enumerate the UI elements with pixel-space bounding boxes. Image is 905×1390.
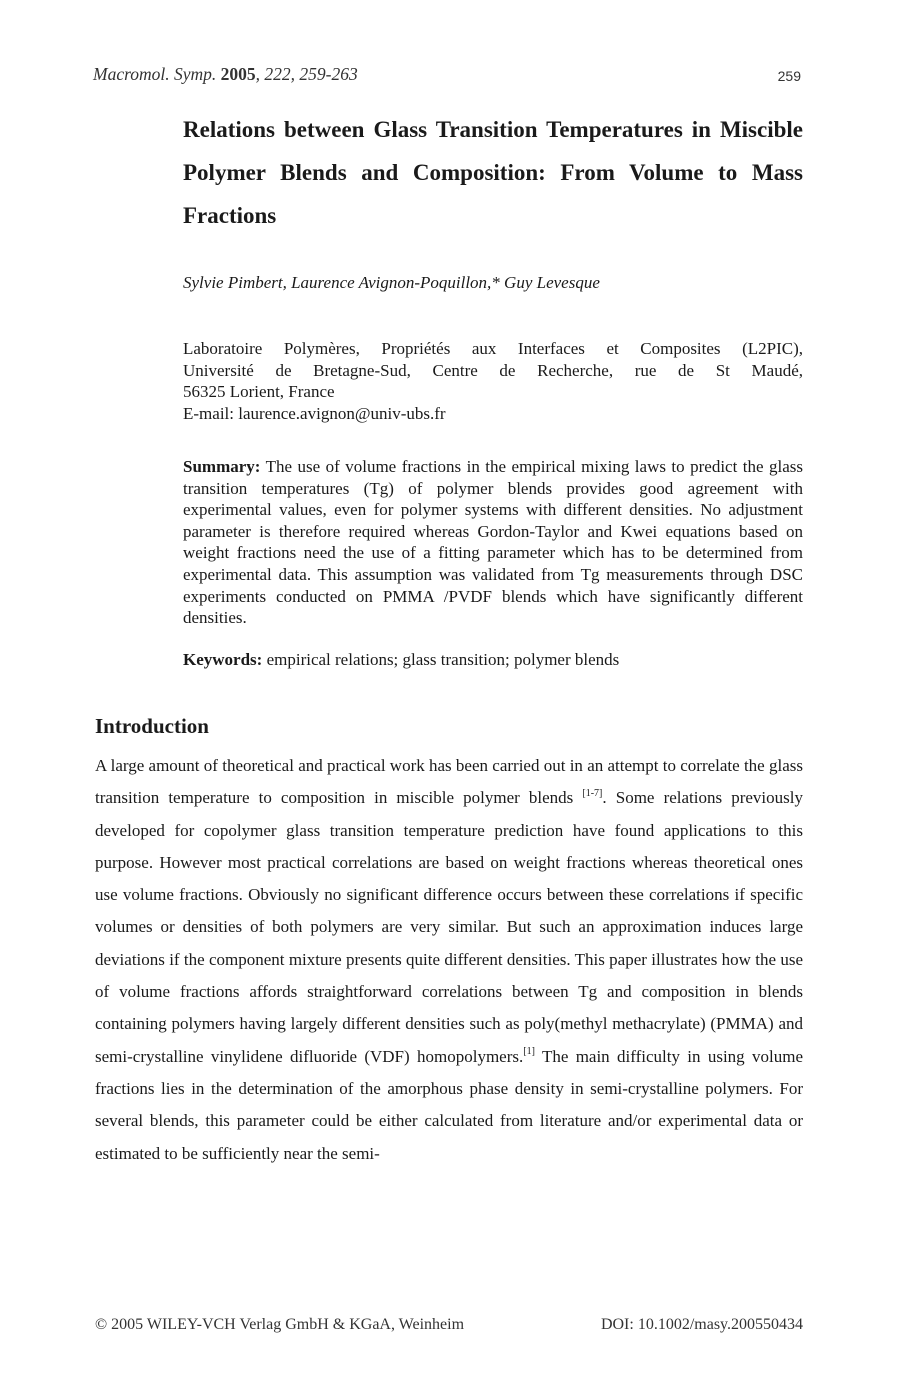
footer-doi: DOI: 10.1002/masy.200550434 [600,1316,803,1333]
keywords-label: Keywords: [183,650,263,669]
keywords-text: empirical relations; glass transition; polymer blends [266,650,620,669]
intro-text-part1: A large amount of theoretical and practical work has been carried out in an attempt to correlate the glass transition temperature to composition in miscible polymer blends [95,756,803,808]
summary-paragraph [183,456,803,629]
affiliation-email: E-mail: laurence.avignon@univ-ubs.fr [183,403,446,423]
author-list: Sylvie Pimbert, Laurence Avignon-Poquillon,* Guy Levesque [183,273,600,292]
journal-name: Macromol. Symp. [93,64,217,84]
citation-ref: [1-7] [582,787,603,799]
keywords-paragraph [183,650,803,670]
citation-ref: [1] [523,1046,535,1058]
section-heading-introduction: Introduction [95,714,209,738]
affiliation-address: 56325 Lorient, France [183,382,335,401]
journal-volume: 222 [264,64,291,84]
journal-pages: , 259-263 [290,64,358,84]
summary-label: Summary: [183,457,261,476]
affiliation-line: Laboratoire Polymères, Propriétés aux Interfaces et Composites (L2PIC), [183,339,803,358]
introduction-paragraph [95,750,803,1170]
paper-title: Relations between Glass Transition Temperatures in Miscible Polymer Blends and Composition: From Volume to Mass Fractions [183,117,803,228]
intro-text-part3: The main difficulty in using volume fractions lies in the determination of the amorphous phase density in semi-crystalline polymers. For several blends, this parameter could be either calculated from literature and/or experimental data or estimated to be sufficiently near the semi- [95,1046,803,1163]
footer-copyright: © 2005 WILEY-VCH Verlag GmbH & KGaA, Weinheim [95,1316,465,1333]
intro-text-part2: . Some relations previously developed for copolymer glass transition temperature prediction have found applications to this purpose. However most practical correlations are based on weight fractions whereas theoretical ones use volume fractions. Obviously no significant difference occurs between these correlations if specific volumes or densities of both polymers are very similar. But such an approximation induces large deviations if the component mixture presents quite different densities. This paper illustrates how the use of volume fractions affords straightforward correlations between Tg and composition in blends containing polymers having largely different densities such as poly(methyl methacrylate) (PMMA) and semi-crystalline vinylidene difluoride (VDF) homopolymers. [95,788,803,1066]
running-head: Macromol. Symp. 2005, 222, 259-263 [93,64,358,84]
affiliation-line: Université de Bretagne-Sud, Centre de Recherche, rue de St Maudé, [183,360,803,380]
journal-year: 2005 [220,64,256,84]
summary-text: The use of volume fractions in the empirical mixing laws to predict the glass transition temperatures (Tg) of polymer blends provides good agreement with experimental values, even for polymer systems with different densities. No adjustment parameter is therefore required whereas Gordon-Taylor and Kwei equations based on weight fractions need the use of a fitting parameter which has to be determined from experimental data. This assumption was validated from Tg measurements through DSC experiments conducted on PMMA /PVDF blends which have significantly different densities. [183,457,803,628]
affiliation-block [183,338,803,424]
page-number: 259 [777,68,801,84]
